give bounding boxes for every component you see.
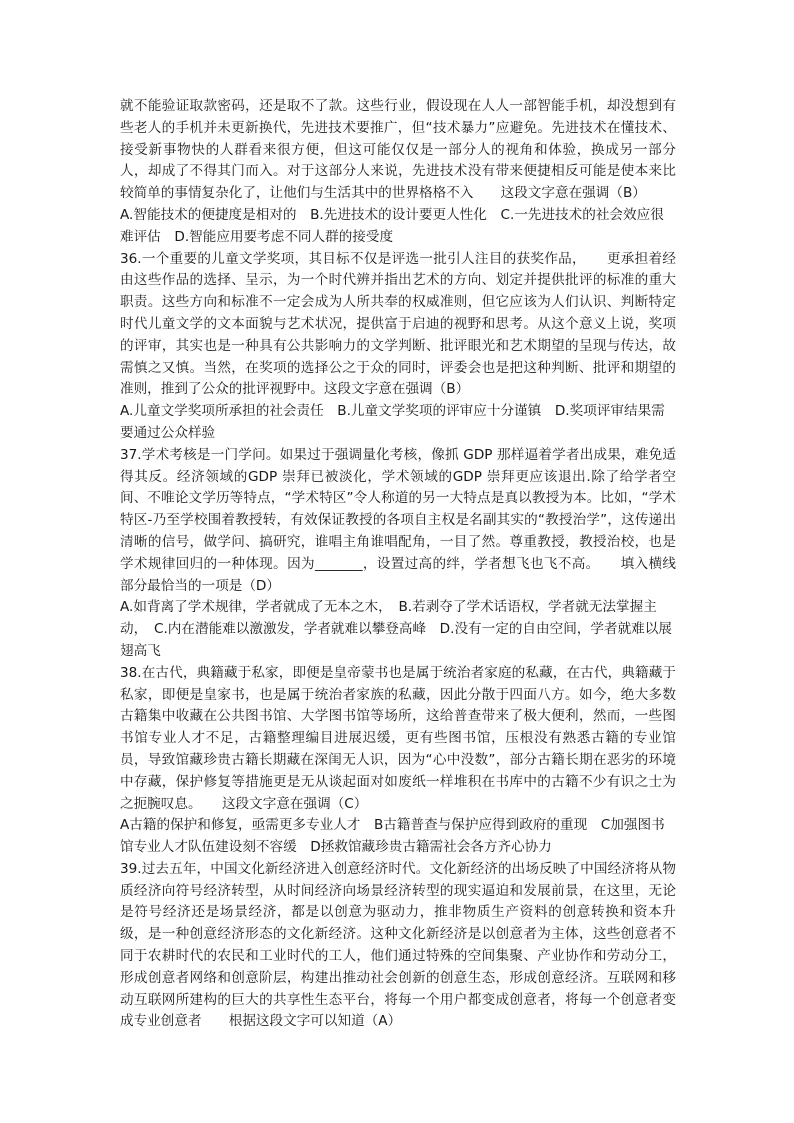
q38-options: A古籍的保护和修复，亟需更多专业人才 B古籍普查与保护应得到政府的重现 C加强图书馆专业人才队伍建设刻不容缓 D拯救馆藏珍贵古籍需社会各方齐心协力 (120, 817, 665, 856)
q35-passage: 就不能验证取款密码，还是取不了款。这些行业，假设现在人人一部智能手机，却没想到有些老人的手机并未更新换代，先进技术要推广，但“技术暴力”应避免。先进技术在懂技术、接受新事物快的人群看来很方便，但这可能仅仅是一部分人的视角和体验，换成另一部分人，却成了不得其门而入。对于这部分人来说，先进技术没有带来便捷相反可能是使本来比较简单的事情复杂化了，让他们与生活其中的世界格格不入 这段文字意在强调（B） (120, 98, 676, 202)
q36-passage: 36.一个重要的儿童文学奖项，其目标不仅是评选一批引人注目的获奖作品， 更承担着经由这些作品的选择、呈示，为一个时代辨并指出艺术的方向、划定并提供批评的标准的重大职责。这些方向和标准不一定会成为人所共奉的权威准则，但它应该为人们认识、判断特定时代儿童文学的文本面貌与艺术状况，提供富于启迪的视野和思考。从这个意义上说，奖项的评审，其实也是一种具有公共影响力的文学判断、批评眼光和艺术期望的呈现与传达，故需慎之又慎。当然，在奖项的选择公之于众的同时，评委会也是把这种判断、批评和期望的准则，推到了公众的批评视野中。这段文字意在强调（B） (120, 250, 676, 398)
q37-options: A.如背离了学术规律，学者就成了无本之木， B.若剥夺了学术话语权，学者就无法掌握主动， C.内在潜能难以激激发，学者就难以攀登高峰 D.没有一定的自由空间，学者就难以展翅高飞 (120, 599, 672, 659)
q35-options: A.智能技术的便捷度是相对的 B.先进技术的设计要更人性化 C.一先进技术的社会效应很难评估 D.智能应用要考虑不同人群的接受度 (120, 206, 664, 245)
q38-passage: 38.在古代，典籍藏于私家，即便是皇帝蒙书也是属于统治者家庭的私藏，在古代，典籍藏于私家，即便是皇家书，也是属于统治者家族的私藏，因此分散于四面八方。如今，绝大多数古籍集中收藏在公共图书馆、大学图书馆等场所，这给普查带来了极大便利，然而，一些图书馆专业人才不足，古籍整理编目进展迟缓，更有些图书馆，压根没有熟悉古籍的专业馆员，导致馆藏珍贵古籍长期藏在深闺无人识，因为“心中没数”，部分古籍长期在恶劣的环境中存藏，保护修复等措施更是无从谈起面对如废纸一样堆积在书库中的古籍不少有识之士为之扼腕叹息。 这段文字意在强调（C） (120, 664, 676, 812)
q36-options: A.儿童文学奖项所承担的社会责任 B.儿童文学奖项的评审应十分谨镇 D.奖项评审结果需要通过公众样验 (120, 403, 665, 441)
q39-passage: 39.过去五年，中国文化新经济进入创意经济时代。文化新经济的出场反映了中国经济将从物质经济向符号经济转型，从时间经济向场景经济转型的现实逼迫和发展前景，在这里，无论是符号经济还是场景经济，都是以创意为驱动力，推非物质生产资料的创意转换和资本升级，是一种创意经济形态的文化新经济。这种文化新经济是以创意者为主体，这些创意者不同于农耕时代的农民和工业时代的工人，他们通过特殊的空间集聚、产业协作和劳动分工，形成创意者网络和创意阶层，构建出推动社会创新的创意生态，形成创意经济。互联网和移动互联网所建构的巨大的共享性生态平台，将每一个用户都变成创意者，将每一个创意者变成专业创意者 根据这段文字可以知道（A） (120, 860, 676, 1030)
document-body (120, 96, 676, 1033)
q37-passage: 37.学术考核是一门学问。如果过于强调量化考核，像抓 GDP 那样逼着学者出成果，难免适得其反。经济领域的GDP 崇拜已被淡化，学术领域的GDP 崇拜更应该退出.除了给学者空间、不唯论文学历等特点，“学术特区”令人称道的另一大特点是真以教授为本。比如，“学术特区-乃至学校围着教授转，有效保证教授的各项自主权是名副其实的“教授治学”，这传递出清晰的信号，做学问、搞研究，谁唱主角谁唱配角，一目了然。尊重教授，教授治校，也是学术规律回归的一种体现。因为_______，设置过高的绊，学者想飞也飞不高。 填入横线部分最恰当的一项是（D） (120, 446, 676, 594)
